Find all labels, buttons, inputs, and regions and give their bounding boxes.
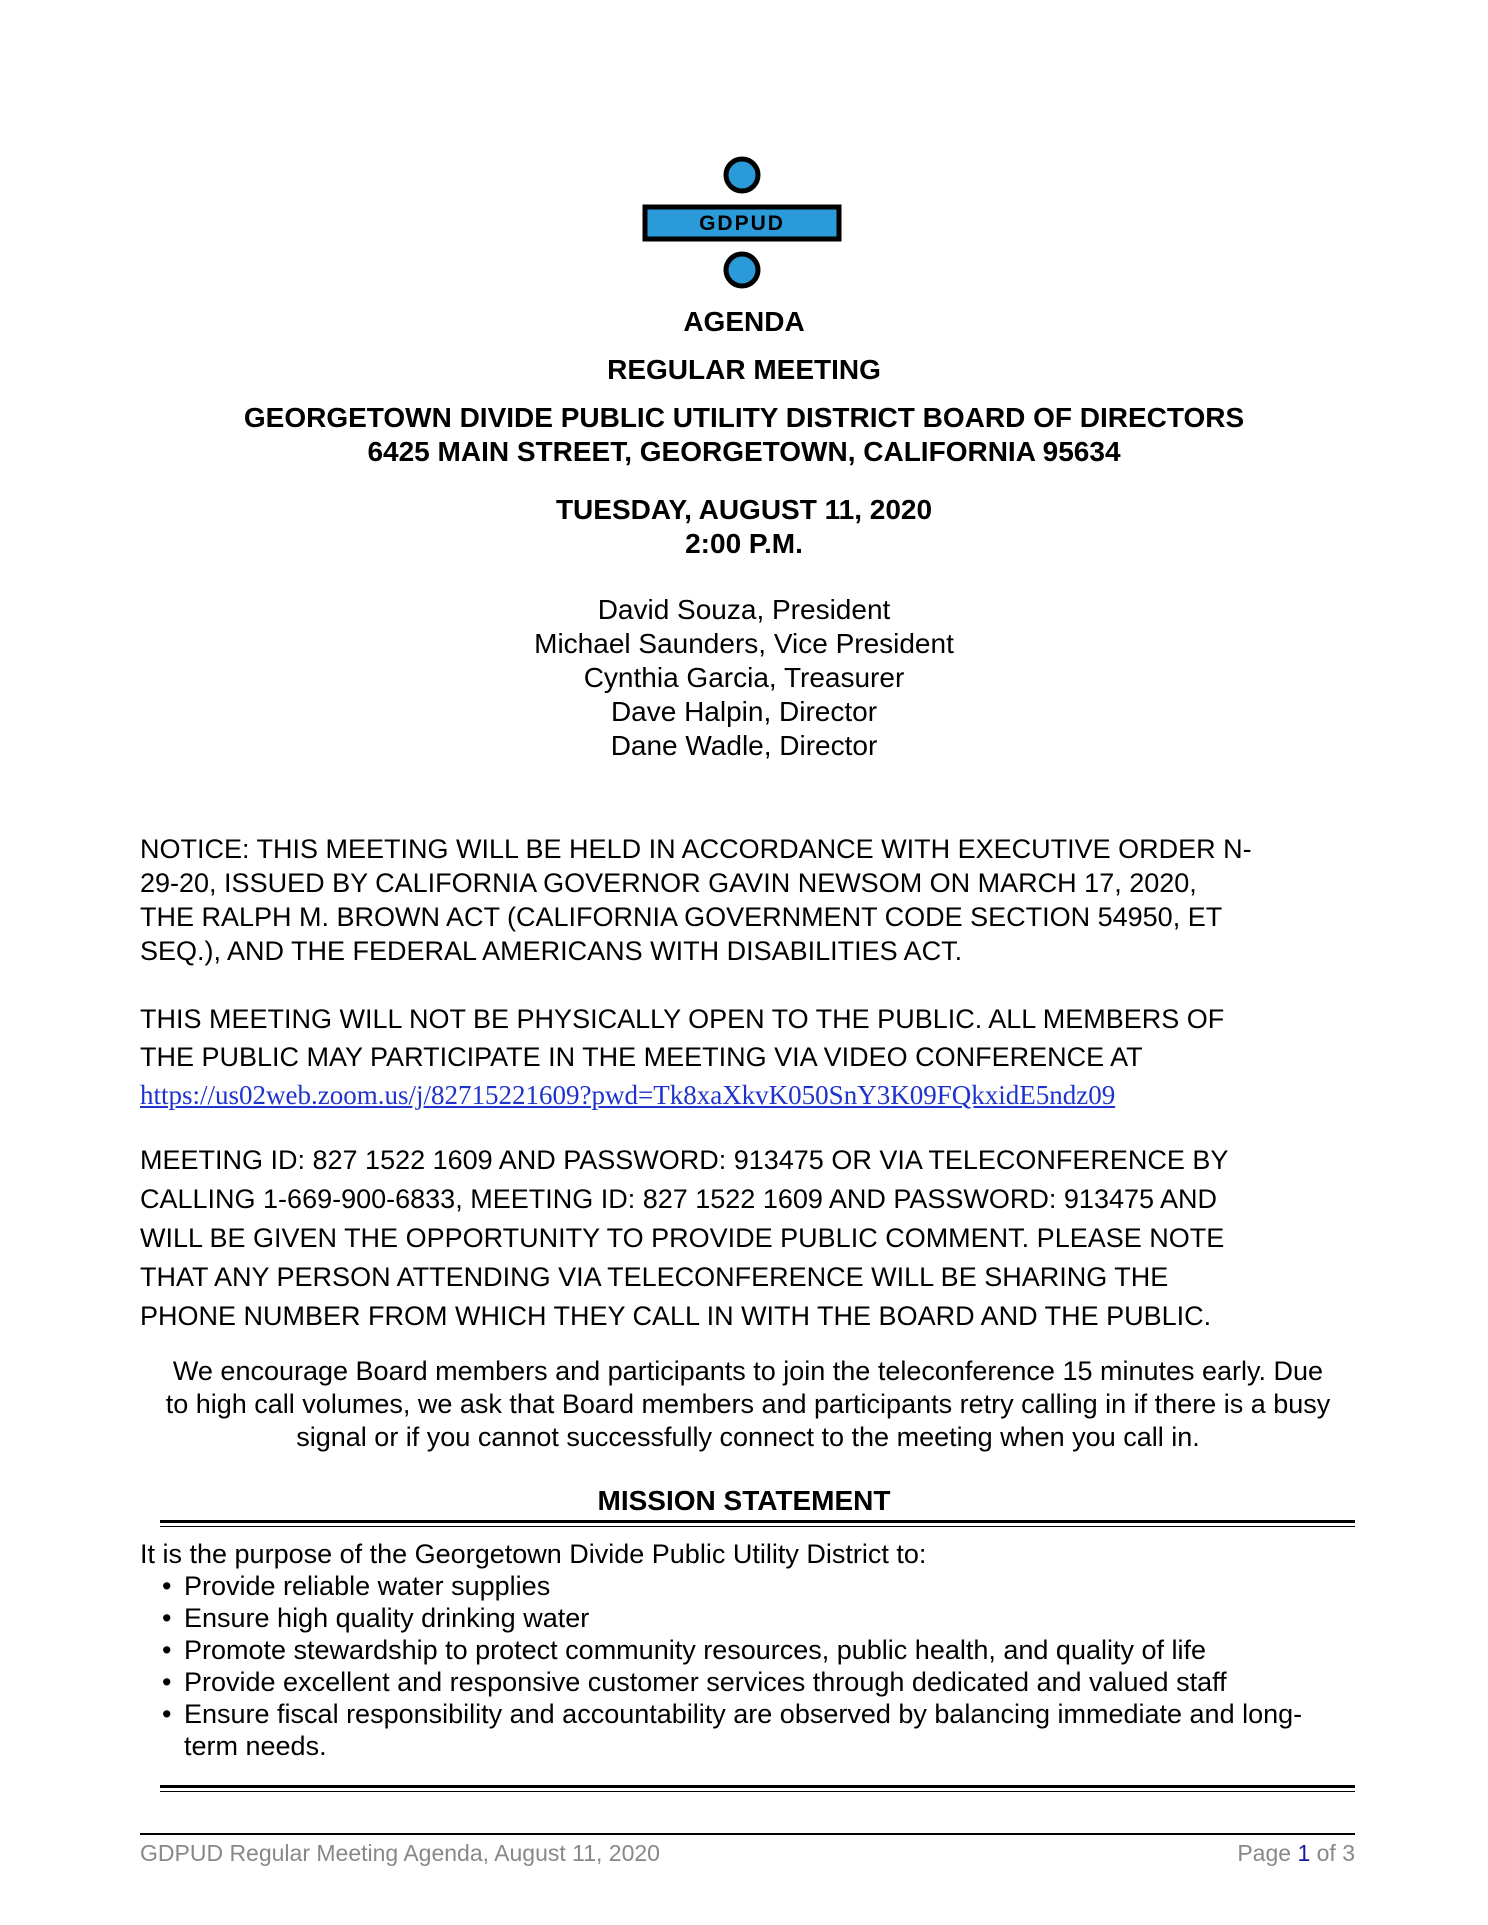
list-item: • Provide reliable water supplies: [140, 1570, 1355, 1602]
agenda-title: AGENDA: [683, 306, 805, 337]
list-item: • Ensure fiscal responsibility and accountability are observed by balancing immediate and long-term needs.: [140, 1698, 1355, 1762]
page-current: 1: [1297, 1840, 1311, 1866]
public-line: THE PUBLIC MAY PARTICIPATE IN THE MEETING VIA VIDEO CONFERENCE AT: [140, 1042, 1143, 1072]
list-item: • Ensure high quality drinking water: [140, 1602, 1355, 1634]
public-access-paragraph: [140, 1000, 1355, 1114]
logo-top-circle: [726, 159, 758, 191]
zoom-link[interactable]: https://us02web.zoom.us/j/82715221609?pwd=Tk8xaXkvK050SnY3K09FQkxidE5ndz09: [140, 1080, 1116, 1110]
encourage-paragraph: [138, 1355, 1358, 1454]
encourage-line: to high call volumes, we ask that Board members and participants retry calling in if there is a busy: [165, 1389, 1331, 1419]
page-number: [1237, 1838, 1355, 1868]
meeting-id-paragraph: [140, 1141, 1355, 1336]
board-member: Michael Saunders, Vice President: [534, 628, 954, 659]
logo-text: GDPUD: [699, 212, 785, 235]
meeting-date: TUESDAY, AUGUST 11, 2020: [555, 494, 933, 525]
footer-title: GDPUD Regular Meeting Agenda, August 11, 2020: [140, 1840, 660, 1866]
board-member: David Souza, President: [597, 594, 891, 625]
mission-intro: It is the purpose of the Georgetown Divide Public Utility District to:: [140, 1539, 927, 1569]
meeting-type: REGULAR MEETING: [607, 354, 881, 385]
board-member: Dave Halpin, Director: [610, 696, 878, 727]
notice-line: SEQ.), AND THE FEDERAL AMERICANS WITH DISABILITIES ACT.: [140, 936, 963, 966]
meeting-id-line: PHONE NUMBER FROM WHICH THEY CALL IN WITH THE BOARD AND THE PUBLIC.: [140, 1301, 1212, 1331]
encourage-line: We encourage Board members and participants to join the teleconference 15 minutes early. Due: [172, 1356, 1324, 1386]
meeting-id-line: CALLING 1-669-900-6833, MEETING ID: 827 1522 1609 AND PASSWORD: 913475 AND: [140, 1184, 1218, 1214]
notice-line: NOTICE: THIS MEETING WILL BE HELD IN ACCORDANCE WITH EXECUTIVE ORDER N-: [140, 834, 1252, 864]
meeting-time: 2:00 P.M.: [685, 528, 803, 559]
gdpud-logo: [637, 155, 847, 295]
meeting-id-line: THAT ANY PERSON ATTENDING VIA TELECONFERENCE WILL BE SHARING THE: [140, 1262, 1169, 1292]
divider: [160, 1785, 1355, 1792]
page-label: Page: [1237, 1840, 1292, 1866]
public-line: THIS MEETING WILL NOT BE PHYSICALLY OPEN TO THE PUBLIC. ALL MEMBERS OF: [140, 1004, 1225, 1034]
address: 6425 MAIN STREET, GEORGETOWN, CALIFORNIA 95634: [367, 436, 1121, 467]
district-name: GEORGETOWN DIVIDE PUBLIC UTILITY DISTRICT BOARD OF DIRECTORS: [243, 402, 1245, 433]
board-member: Cynthia Garcia, Treasurer: [583, 662, 905, 693]
encourage-line: signal or if you cannot successfully connect to the meeting when you call in.: [296, 1422, 1200, 1452]
notice-line: 29-20, ISSUED BY CALIFORNIA GOVERNOR GAVIN NEWSOM ON MARCH 17, 2020,: [140, 868, 1197, 898]
meeting-id-line: WILL BE GIVEN THE OPPORTUNITY TO PROVIDE PUBLIC COMMENT. PLEASE NOTE: [140, 1223, 1225, 1253]
footer-divider: [140, 1833, 1355, 1835]
mission-list: [140, 1570, 1355, 1762]
board-member: Dane Wadle, Director: [610, 730, 878, 761]
notice-paragraph: [140, 832, 1355, 968]
list-item: • Provide excellent and responsive customer services through dedicated and valued staff: [140, 1666, 1355, 1698]
list-item: • Promote stewardship to protect community resources, public health, and quality of life: [140, 1634, 1355, 1666]
meeting-id-line: MEETING ID: 827 1522 1609 AND PASSWORD: 913475 OR VIA TELECONFERENCE BY: [140, 1145, 1229, 1175]
divider: [160, 1520, 1355, 1527]
mission-statement-heading: MISSION STATEMENT: [597, 1485, 891, 1516]
notice-line: THE RALPH M. BROWN ACT (CALIFORNIA GOVERNMENT CODE SECTION 54950, ET: [140, 902, 1223, 932]
board-members: [0, 593, 1488, 763]
page-of-label: of: [1316, 1840, 1336, 1866]
page-total: 3: [1342, 1840, 1355, 1866]
logo-bottom-circle: [726, 254, 758, 286]
